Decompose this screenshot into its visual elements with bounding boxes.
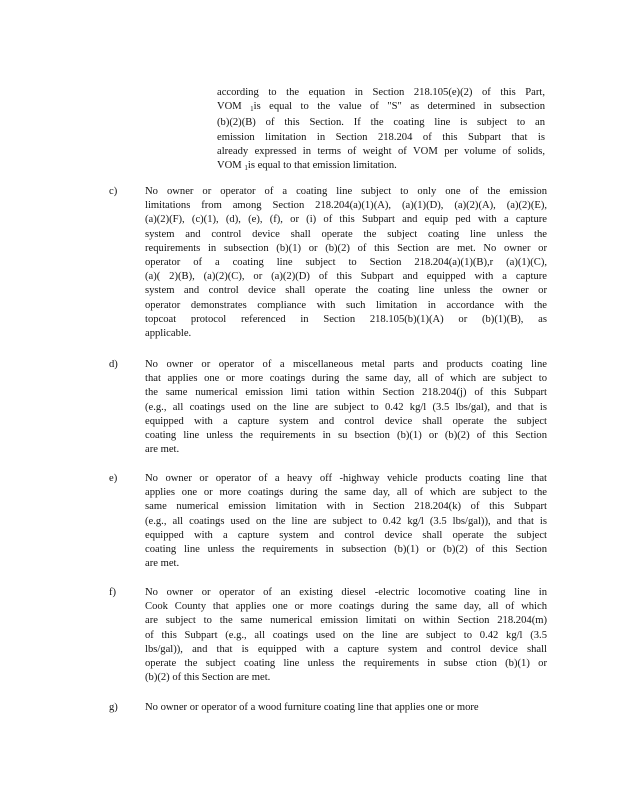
text-line: limitations from among Section 218.204(a)(1)(A), (a)(1)(D), (a)(2)(A), (a)(2)(E), — [145, 200, 547, 212]
section-body — [145, 472, 547, 571]
text-line: (b)(2) of this Section are met. — [145, 672, 271, 684]
text-line: requirements in subsection (b)(1) or (b)(2) of this Section are met. No owner or — [145, 242, 547, 254]
text-line: the same numerical emission limi tation within Section 218.204(j) of this Subpart — [145, 387, 547, 399]
text-line-vom: VOM $_1$is equal to the value of "S" as determined in subsection — [217, 101, 546, 114]
text-line: system and control device shall operate the coating line unless the owner or — [145, 285, 547, 297]
text-line: equipped with a capture system and control device shall operate the subject — [145, 415, 547, 427]
subscript: 1 — [244, 164, 248, 173]
text-line: (e.g., all coatings used on the line are subject to 0.42 kg/l (3.5 lbs/gal)), and that is — [145, 515, 547, 527]
continued-paragraph — [217, 86, 545, 175]
text-line: (a)(2)(F), (c)(1), (d), (e), (f), or (i) of this Subpart and equip ped with a capture — [145, 214, 547, 226]
text-line: No owner or operator of a heavy off -highway vehicle products coating line that — [145, 473, 547, 484]
text-line: No owner or operator of an existing diesel -electric locomotive coating line in — [145, 587, 547, 598]
section-marker: g) — [109, 702, 118, 713]
text-line: No owner or operator of a miscellaneous metal parts and products coating line — [145, 359, 547, 370]
text-line: of this Subpart (e.g., all coatings used on the line are subject to 0.42 kg/l (3.5 — [145, 629, 547, 641]
text-line: topcoat protocol referenced in Section 218.105(b)(1)(A) or (b)(1)(B), as — [145, 313, 547, 325]
text-line: No owner or operator of a coating line subject to only one of the emission — [145, 186, 547, 197]
text-line: Cook County that applies one or more coatings during the same day, all of which — [145, 601, 547, 613]
section-body — [145, 586, 547, 685]
text-line: according to the equation in Section 218.105(e)(2) of this Part, — [217, 87, 545, 98]
text-line: (a)( 2)(B), (a)(2)(C), or (a)(2)(D) of this Subpart and equipped with a capture — [145, 271, 547, 283]
text-line: that applies one or more coatings during the same day, all of which are subject to — [145, 373, 547, 385]
text-line: operator of a coating line subject to Section 218.204(a)(1)(B),r (a)(1)(C), — [145, 257, 547, 269]
text-line: applies one or more coatings during the same day, all of which are subject to the — [145, 487, 547, 499]
section-marker: f) — [109, 587, 117, 598]
text-line: (b)(2)(B) of this Section. If the coating line is subject to an — [217, 117, 545, 129]
text-line: equipped with a capture system and control device shall operate the subject — [145, 529, 547, 541]
text-line: applicable. — [145, 328, 192, 340]
section-body — [145, 358, 547, 457]
text-line: operator demonstrates compliance with such limitation in accordance with the — [145, 299, 547, 311]
section-body — [145, 701, 547, 715]
text-line: coating line unless the requirements in subsection (b)(1) or (b)(2) of this Section — [145, 544, 547, 556]
section-marker: d) — [109, 359, 118, 370]
section-marker: e) — [109, 473, 118, 484]
text-line: lbs/gal)), and that is equipped with a capture system and control device shall — [145, 643, 547, 655]
text-line: are met. — [145, 444, 180, 456]
text-line: are subject to the same numerical emission limitati on within Section 218.204(m) — [145, 615, 547, 627]
text-line: emission limitation in Section 218.204 of this Subpart that is — [217, 131, 545, 143]
text-line: coating line unless the requirements in su bsection (b)(1) or (b)(2) of this Section — [145, 430, 547, 442]
text-line: (e.g., all coatings used on the line are subject to 0.42 kg/l (3.5 lbs/gal), and that is — [145, 401, 547, 413]
text-line: are met. — [145, 558, 180, 570]
text-line: already expressed in terms of weight of VOM per volume of solids, — [217, 145, 545, 157]
text-line: system and control device shall operate the subject coating line unless the — [145, 228, 547, 240]
section-body — [145, 185, 547, 341]
text-line-vom-last: VOM $_1$is equal to that emission limitation. — [217, 160, 397, 173]
section-marker: c) — [109, 186, 118, 197]
text-line: same numerical emission limitation with in Section 218.204(k) of this Subpart — [145, 501, 547, 513]
subscript: 1 — [250, 105, 254, 114]
text-line: No owner or operator of a wood furniture coating line that applies one or more — [145, 702, 479, 713]
text-line: operate the subject coating line unless the requirements in subse ction (b)(1) or — [145, 658, 547, 670]
